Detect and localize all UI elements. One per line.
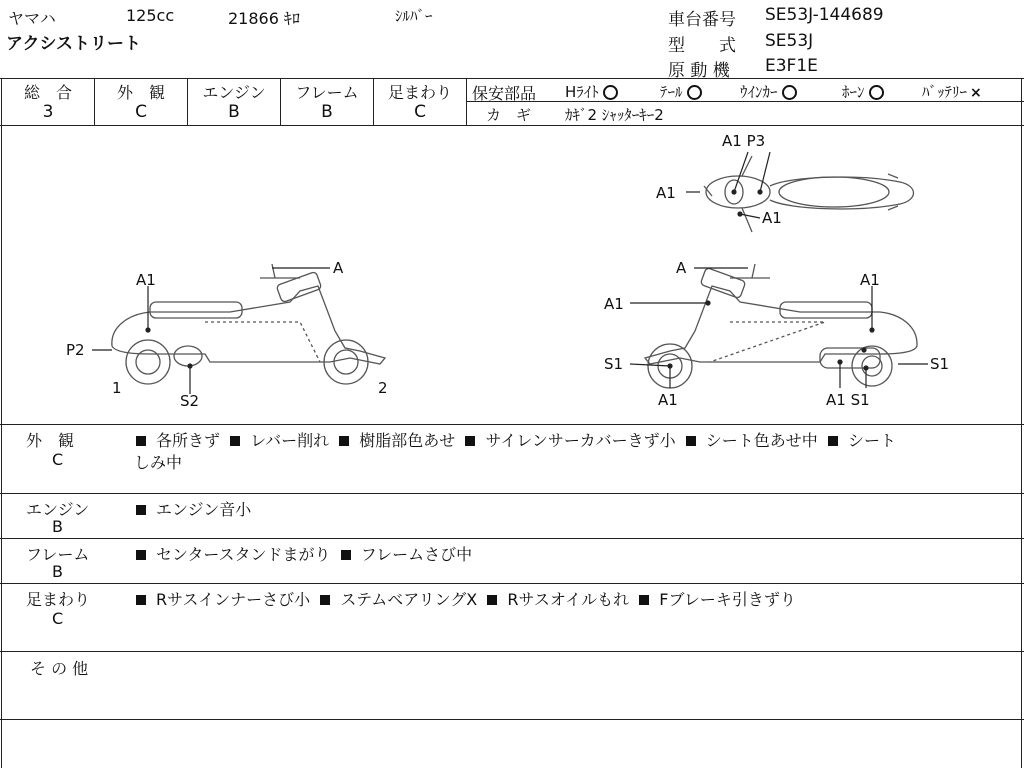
keys-label: カ ギ <box>486 106 532 124</box>
safety-item <box>922 81 982 102</box>
diagram-label: A1 <box>658 391 678 409</box>
diagram-label: A <box>676 259 687 277</box>
remark-item: Rサスインナーさび小 <box>156 590 311 609</box>
type-value: SE53J <box>765 31 814 51</box>
displacement: 125cc <box>126 6 175 25</box>
ok-circle-icon <box>782 85 797 100</box>
damage-diagram <box>0 126 1024 424</box>
diagram-label: S2 <box>180 392 200 410</box>
grade-frame-value: B <box>321 102 333 122</box>
safety-item <box>565 81 618 102</box>
frame-no-label: 車台番号 <box>668 10 736 30</box>
grade-overall-value: 3 <box>42 102 54 122</box>
model-name: アクシストリート <box>6 34 141 54</box>
remark-item: ステムベアリングX <box>340 590 478 609</box>
bullet-square-icon <box>136 595 146 605</box>
safety-item-label: ﾃｰﾙ <box>660 83 683 101</box>
grade-frame-label: フレーム <box>295 83 359 102</box>
grade-exterior-value: C <box>135 102 147 122</box>
engine-value: E3F1E <box>765 56 818 76</box>
remark-items-engine <box>136 497 251 520</box>
keys-value: ｶｷﾞ2 ｼｬｯﾀｰｷｰ2 <box>565 106 664 124</box>
remark-item: フレームさび中 <box>360 545 473 564</box>
remark-item: レバー削れ <box>250 431 330 450</box>
remark-label-frame: フレーム <box>26 545 90 564</box>
remark-item: センタースタンドまがり <box>156 545 331 564</box>
diagram-label: A1 <box>860 271 880 289</box>
diagram-label: A <box>333 259 344 277</box>
safety-item <box>842 81 884 102</box>
grade-engine-label: エンジン <box>202 83 266 102</box>
bullet-square-icon <box>339 436 349 446</box>
diagram-label: A1 S1 <box>826 391 870 409</box>
bullet-square-icon <box>465 436 475 446</box>
diagram-label: S1 <box>930 355 950 373</box>
maker: ヤマハ <box>8 9 56 28</box>
engine-label: 原 動 機 <box>668 61 730 81</box>
remark-grade-exterior: C <box>52 450 64 469</box>
remark-items-suspension <box>136 587 796 610</box>
grade-suspension-value: C <box>414 102 426 122</box>
diagram-label: 2 <box>378 379 388 397</box>
remark-items-exterior <box>136 428 896 451</box>
remark-item: シート色あせ中 <box>705 431 818 450</box>
remark-item: 樹脂部色あせ <box>359 431 456 450</box>
bullet-square-icon <box>136 505 146 515</box>
diagram-label: A1 <box>136 271 156 289</box>
grade-suspension-label: 足まわり <box>387 83 452 102</box>
safety-item-label: ﾊﾞｯﾃﾘｰ <box>922 83 968 101</box>
type-label: 型 式 <box>668 36 736 56</box>
safety-item <box>740 81 797 102</box>
remark-label-engine: エンジン <box>26 500 90 519</box>
frame-no: SE53J-144689 <box>765 5 884 25</box>
grade-engine-value: B <box>228 102 240 122</box>
bullet-square-icon <box>320 595 330 605</box>
remark-grade-engine: B <box>52 517 63 536</box>
remark-grade-frame: B <box>52 562 63 581</box>
divider <box>0 78 1024 79</box>
bullet-square-icon <box>136 550 146 560</box>
remark-label-suspension: 足まわり <box>26 590 91 609</box>
remark-item: 各所きず <box>156 431 221 450</box>
divider <box>0 424 1024 425</box>
diagram-label: S1 <box>604 355 624 373</box>
safety-title: 保安部品 <box>472 84 537 103</box>
remark-grade-suspension: C <box>52 609 64 628</box>
divider <box>0 651 1024 652</box>
bullet-square-icon <box>230 436 240 446</box>
divider <box>0 538 1024 539</box>
divider <box>0 583 1024 584</box>
diagram-label: A1 <box>762 209 782 227</box>
remark-label-exterior: 外 観 <box>26 431 75 450</box>
diagram-label: P2 <box>66 341 85 359</box>
divider <box>466 78 467 125</box>
remark-continuation: しみ中 <box>134 453 183 472</box>
diagram-label: A1 <box>604 295 624 313</box>
ok-circle-icon <box>687 85 702 100</box>
ok-circle-icon <box>603 85 618 100</box>
remark-item: Fブレーキ引きずり <box>659 590 796 609</box>
bullet-square-icon <box>686 436 696 446</box>
remark-item: エンジン音小 <box>156 500 252 519</box>
color: ｼﾙﾊﾞｰ <box>395 7 433 25</box>
remark-item: サイレンサーカバーきず小 <box>485 431 676 450</box>
bullet-square-icon <box>341 550 351 560</box>
mileage: 21866 ｷﾛ <box>228 9 300 28</box>
safety-item-label: Hﾗｲﾄ <box>565 83 599 101</box>
bullet-square-icon <box>639 595 649 605</box>
bullet-square-icon <box>828 436 838 446</box>
grade-overall-label: 総 合 <box>23 83 72 102</box>
grade-exterior-label: 外 観 <box>116 83 165 102</box>
bullet-square-icon <box>136 436 146 446</box>
ng-x-icon: × <box>970 85 982 101</box>
diagram-label: A1 P3 <box>722 132 766 150</box>
safety-item <box>660 81 702 102</box>
bullet-square-icon <box>487 595 497 605</box>
safety-item-label: ﾎｰﾝ <box>842 83 865 101</box>
remark-item: シート <box>847 431 896 450</box>
diagram-label: 1 <box>112 379 122 397</box>
safety-item-label: ｳｲﾝｶｰ <box>740 83 778 101</box>
diagram-label: A1 <box>656 184 676 202</box>
divider <box>0 493 1024 494</box>
ok-circle-icon <box>869 85 884 100</box>
remark-item: Rサスオイルもれ <box>507 590 630 609</box>
remark-items-frame <box>136 542 472 565</box>
divider <box>0 719 1024 720</box>
remark-label-other: そ の 他 <box>30 659 89 678</box>
